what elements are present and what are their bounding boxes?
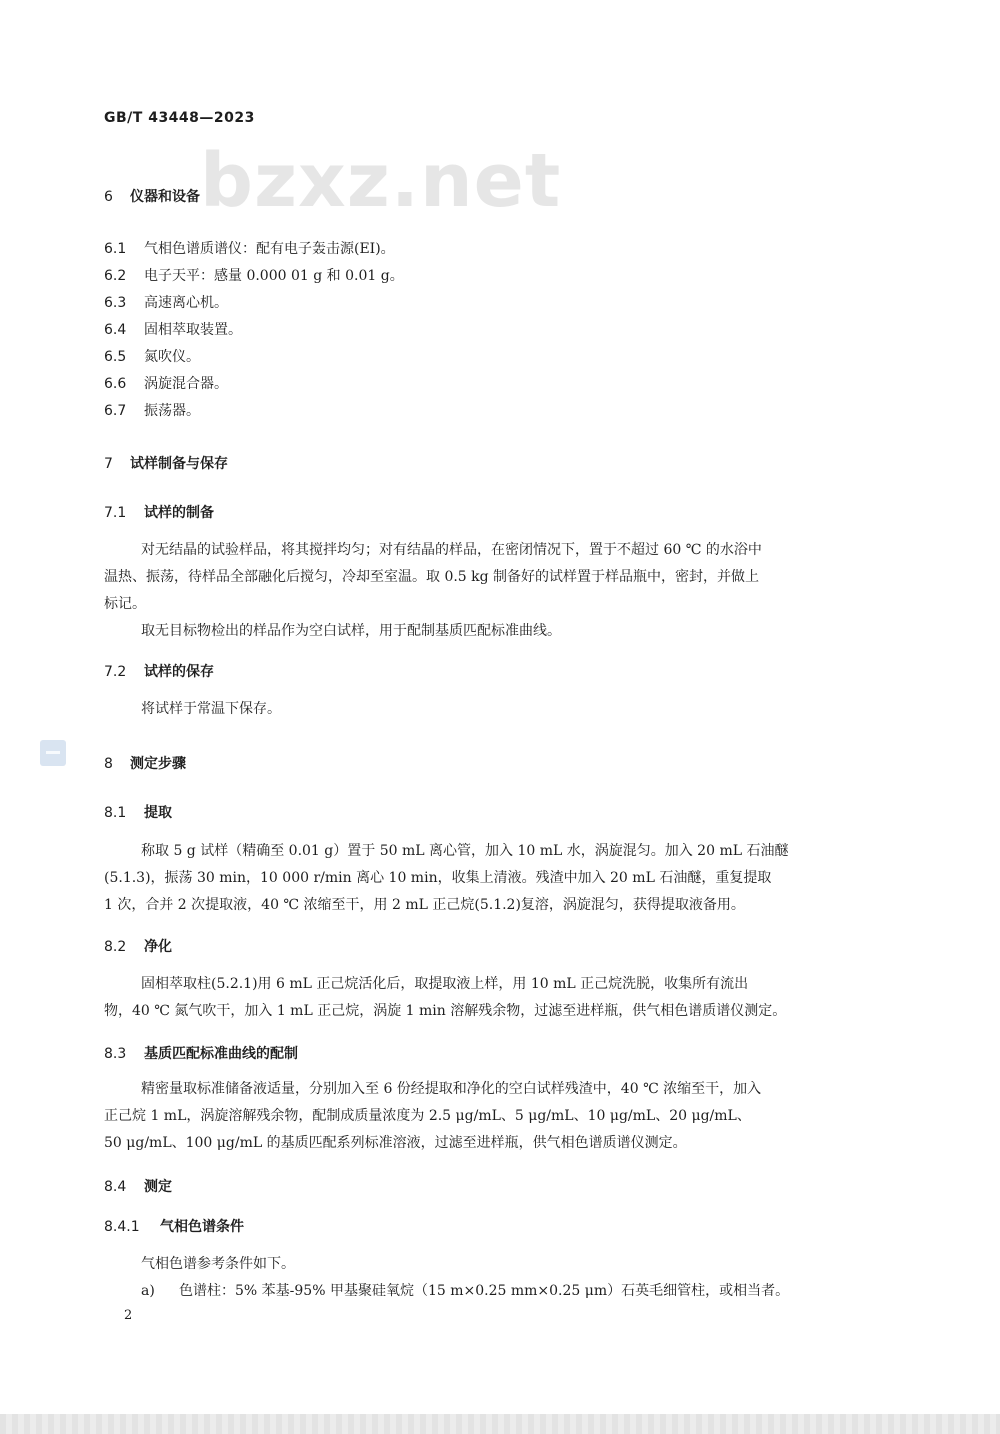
- paragraph-line: 物，40 ℃ 氮气吹干，加入 1 mL 正己烷，涡旋 1 min 溶解残余物，过滤至进样瓶，供气相色谱质谱仪测定。: [104, 1003, 787, 1019]
- paragraph-line: (5.1.3)，振荡 30 min，10 000 r/min 离心 10 min，收集上清液。残渣中加入 20 mL 石油醚，重复提取: [104, 870, 772, 886]
- document-id: GB/T 43448—2023: [104, 110, 255, 126]
- item-number: 6.3: [104, 295, 127, 311]
- item-number: 6.2: [104, 268, 127, 284]
- subsection-number: 8.4.1: [104, 1219, 140, 1235]
- list-item-a: [141, 1278, 789, 1305]
- paragraph-line: 固相萃取柱(5.2.1)用 6 mL 正己烷活化后，取提取液上样，用 10 mL 正己烷洗脱，收集所有流出: [141, 976, 749, 992]
- watermark: bzxz.net: [200, 138, 562, 224]
- item-text: 电子天平：感量 0.000 01 g 和 0.01 g。: [144, 268, 404, 284]
- paragraph-line: 称取 5 g 试样（精确至 0.01 g）置于 50 mL 离心管，加入 10 mL 水，涡旋混匀。加入 20 mL 石油醚: [141, 843, 789, 859]
- list-item: [104, 265, 404, 285]
- list-item: [104, 238, 395, 258]
- subsection-title: 试样的制备: [144, 505, 214, 521]
- item-number: 6.4: [104, 322, 127, 338]
- item-number: 6.7: [104, 403, 127, 419]
- subsection-number: 7.1: [104, 505, 127, 521]
- subsection-number: 8.1: [104, 805, 127, 821]
- subsection-title: 测定: [144, 1179, 172, 1195]
- subsection-title: 提取: [144, 805, 172, 821]
- paragraph-line: 50 μg/mL、100 μg/mL 的基质匹配系列标准溶液，过滤至进样瓶，供气相色谱质谱仪测定。: [104, 1135, 687, 1151]
- list-item: [104, 319, 242, 339]
- subsection-number: 8.2: [104, 939, 127, 955]
- item-text: 色谱柱：5% 苯基-95% 甲基聚硅氧烷（15 m×0.25 mm×0.25 μm）石英毛细管柱，或相当者。: [179, 1283, 790, 1299]
- list-item: [104, 292, 228, 312]
- item-text: 涡旋混合器。: [144, 376, 228, 392]
- subsection-8-1-heading: [104, 802, 172, 822]
- section-number: 7: [104, 456, 113, 472]
- section-title: 测定步骤: [130, 756, 186, 772]
- item-text: 固相萃取装置。: [144, 322, 242, 338]
- list-item: [104, 346, 200, 366]
- side-bookmark-tab[interactable]: [40, 740, 66, 766]
- item-text: 氮吹仪。: [144, 349, 200, 365]
- subsection-title: 试样的保存: [144, 664, 214, 680]
- section-title: 仪器和设备: [130, 189, 200, 205]
- subsection-7-1-heading: [104, 502, 214, 522]
- paragraph-line: 1 次，合并 2 次提取液，40 ℃ 浓缩至干，用 2 mL 正己烷(5.1.2)复溶，涡旋混匀，获得提取液备用。: [104, 897, 745, 913]
- subsection-8-4-heading: [104, 1176, 172, 1196]
- paragraph-line: 将试样于常温下保存。: [141, 701, 281, 717]
- subsection-title: 气相色谱条件: [160, 1219, 244, 1235]
- paragraph-line: 对无结晶的试验样品，将其搅拌均匀；对有结晶的样品，在密闭情况下，置于不超过 60 ℃ 的水浴中: [141, 542, 762, 558]
- paragraph-line: 精密量取标准储备液适量，分别加入至 6 份经提取和净化的空白试样残渣中，40 ℃ 浓缩至干，加入: [141, 1081, 762, 1097]
- list-item: [104, 373, 228, 393]
- subsection-title: 基质匹配标准曲线的配制: [144, 1046, 298, 1062]
- section-7-heading: [104, 453, 228, 473]
- paragraph-line: 温热、振荡，待样品全部融化后搅匀，冷却至室温。取 0.5 kg 制备好的试样置于样品瓶中，密封，并做上: [104, 569, 760, 585]
- section-number: 6: [104, 189, 113, 205]
- subsection-8-4-1-heading: [104, 1216, 244, 1236]
- paragraph-line: 标记。: [104, 596, 146, 612]
- item-text: 振荡器。: [144, 403, 200, 419]
- subsection-title: 净化: [144, 939, 172, 955]
- subsection-number: 8.3: [104, 1046, 127, 1062]
- item-text: 高速离心机。: [144, 295, 228, 311]
- item-number: 6.6: [104, 376, 127, 392]
- subsection-number: 8.4: [104, 1179, 127, 1195]
- subsection-number: 7.2: [104, 664, 127, 680]
- item-label: a): [141, 1283, 155, 1299]
- paragraph-line: 取无目标物检出的样品作为空白试样，用于配制基质匹配标准曲线。: [141, 623, 561, 639]
- list-item: [104, 400, 200, 420]
- item-number: 6.1: [104, 241, 127, 257]
- section-title: 试样制备与保存: [130, 456, 228, 472]
- paragraph-line: 正己烷 1 mL，涡旋溶解残余物，配制成质量浓度为 2.5 μg/mL、5 μg/mL、10 μg/mL、20 μg/mL、: [104, 1108, 751, 1124]
- bottom-toolbar-strip: [0, 1414, 1000, 1434]
- subsection-8-2-heading: [104, 936, 172, 956]
- subsection-7-2-heading: [104, 661, 214, 681]
- paragraph-line: 气相色谱参考条件如下。: [141, 1256, 295, 1272]
- page-number: 2: [124, 1308, 133, 1323]
- section-number: 8: [104, 756, 113, 772]
- section-8-heading: [104, 753, 186, 773]
- section-6-heading: [104, 186, 200, 206]
- item-number: 6.5: [104, 349, 127, 365]
- subsection-8-3-heading: [104, 1043, 298, 1063]
- item-text: 气相色谱质谱仪：配有电子轰击源(EI)。: [144, 241, 395, 257]
